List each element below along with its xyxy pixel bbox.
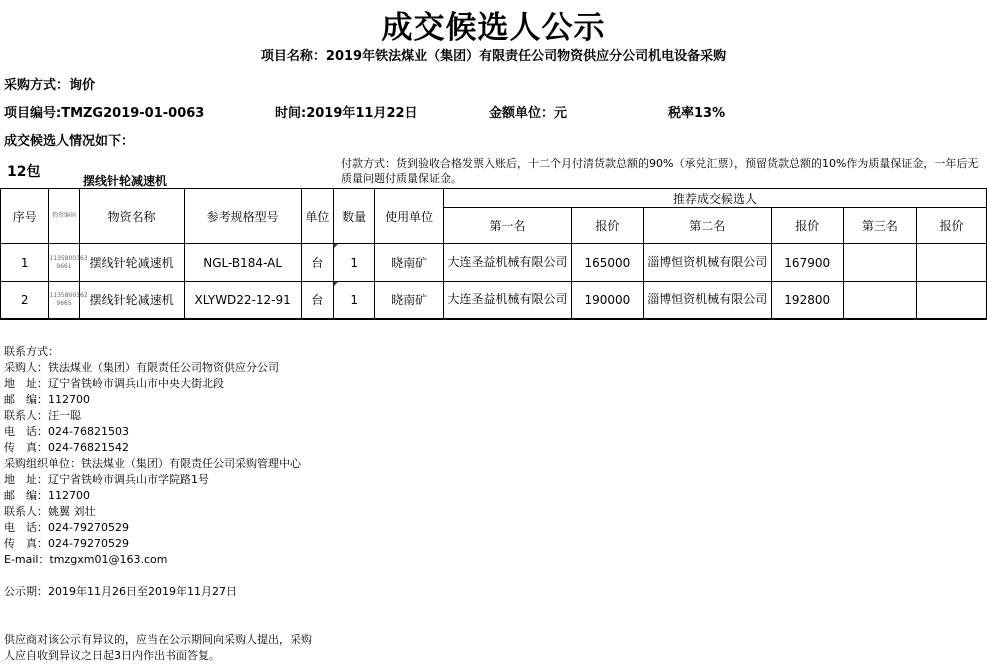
announcement-time: 时间:2019年11月22日	[275, 106, 418, 121]
spacer	[4, 616, 312, 632]
cell-price2: 192800	[771, 282, 843, 319]
amount-unit: 金额单位：元	[489, 106, 568, 121]
cell-user: 晓南矿	[375, 244, 444, 282]
contact-line: 采购人：铁法煤业（集团）有限责任公司物资供应分公司	[4, 361, 279, 374]
table-row	[1, 244, 987, 282]
header-price2: 报价	[771, 208, 843, 244]
header-second: 第二名	[643, 208, 771, 244]
table-header-row	[1, 189, 987, 208]
payment-terms: 付款方式：货到验收合格发票入账后，十二个月付清货款总额的90%（承兑汇票），预留货款总额的10%作为质量保证金，一年后无质量问题付质量保证金。	[341, 157, 979, 185]
cell-second: 淄博恒资机械有限公司	[643, 244, 771, 282]
header-unit: 单位	[301, 189, 333, 244]
table-row	[1, 282, 987, 319]
header-name: 物资名称	[79, 189, 184, 244]
objection-note: 人应自收到异议之日起3日内作出书面答复。	[4, 649, 220, 662]
cell-seq: 1	[1, 244, 49, 282]
spacer	[4, 600, 312, 616]
contact-line: 邮 编：112700	[4, 489, 90, 502]
cell-third	[843, 244, 917, 282]
cell-unit: 台	[301, 244, 333, 282]
cell-code: 1135800362 9665	[49, 282, 79, 319]
project-number: 项目编号:TMZG2019-01-0063	[4, 106, 205, 121]
procurement-method: 采购方式：询价	[4, 78, 96, 93]
contact-block	[4, 344, 312, 664]
cell-user: 晓南矿	[375, 282, 444, 319]
cell-seq: 2	[1, 282, 49, 319]
cell-price2: 167900	[771, 244, 843, 282]
cell-spec: XLYWD22-12-91	[184, 282, 301, 319]
header-first: 第一名	[443, 208, 571, 244]
contact-line: 电 话：024-79270529	[4, 521, 129, 534]
candidates-intro: 成交候选人情况如下：	[4, 134, 135, 149]
header-third: 第三名	[843, 208, 917, 244]
cell-name: 摆线针轮减速机	[79, 282, 184, 319]
header-price1: 报价	[572, 208, 644, 244]
cell-price3	[917, 244, 987, 282]
page-title: 成交候选人公示	[381, 10, 606, 46]
cell-first: 大连圣益机械有限公司	[443, 244, 571, 282]
header-seq: 序号	[1, 189, 49, 244]
contact-line: 地 址：辽宁省铁岭市调兵山市中央大街北段	[4, 377, 224, 390]
candidates-table	[0, 188, 987, 320]
contact-email: E-mail：tmzgxm01@163.com	[4, 553, 168, 566]
cell-qty: 1	[333, 282, 374, 319]
contact-line: 邮 编：112700	[4, 393, 90, 406]
header-user: 使用单位	[375, 189, 444, 244]
contact-line: 联系人：姚翼 刘壮	[4, 505, 96, 518]
spacer	[4, 568, 312, 584]
header-price3: 报价	[917, 208, 987, 244]
contact-line: 电 话：024-76821503	[4, 425, 129, 438]
tax-rate: 税率13%	[668, 106, 726, 121]
cell-third	[843, 282, 917, 319]
header-spec: 参考规格型号	[184, 189, 301, 244]
cell-unit: 台	[301, 282, 333, 319]
contact-line: 地 址：辽宁省铁岭市调兵山市学院路1号	[4, 473, 209, 486]
cell-second: 淄博恒资机械有限公司	[643, 282, 771, 319]
publicity-period: 公示期：2019年11月26日至2019年11月27日	[4, 585, 237, 598]
contact-line: 传 真：024-79270529	[4, 537, 129, 550]
cell-qty: 1	[333, 244, 374, 282]
cell-first: 大连圣益机械有限公司	[443, 282, 571, 319]
contact-line: 传 真：024-76821542	[4, 441, 129, 454]
cell-name: 摆线针轮减速机	[79, 244, 184, 282]
package-name: 摆线针轮减速机	[83, 174, 168, 188]
header-qty: 数量	[333, 189, 374, 244]
contact-line: 采购组织单位：铁法煤业（集团）有限责任公司采购管理中心	[4, 457, 301, 470]
contact-line: 联系方式：	[4, 345, 59, 358]
cell-price1: 165000	[572, 244, 644, 282]
contact-line: 联系人：汪一聪	[4, 409, 81, 422]
cell-spec: NGL-B184-AL	[184, 244, 301, 282]
header-code: 物资编码	[49, 189, 79, 244]
cell-price3	[917, 282, 987, 319]
cell-code: 1135800363 9661	[49, 244, 79, 282]
objection-note: 供应商对该公示有异议的，应当在公示期间向采购人提出，采购	[4, 633, 312, 646]
cell-price1: 190000	[572, 282, 644, 319]
project-name: 项目名称：2019年铁法煤业（集团）有限责任公司物资供应分公司机电设备采购	[260, 49, 727, 64]
package-number: 12包	[7, 164, 41, 180]
header-recommend: 推荐成交候选人	[443, 189, 986, 208]
